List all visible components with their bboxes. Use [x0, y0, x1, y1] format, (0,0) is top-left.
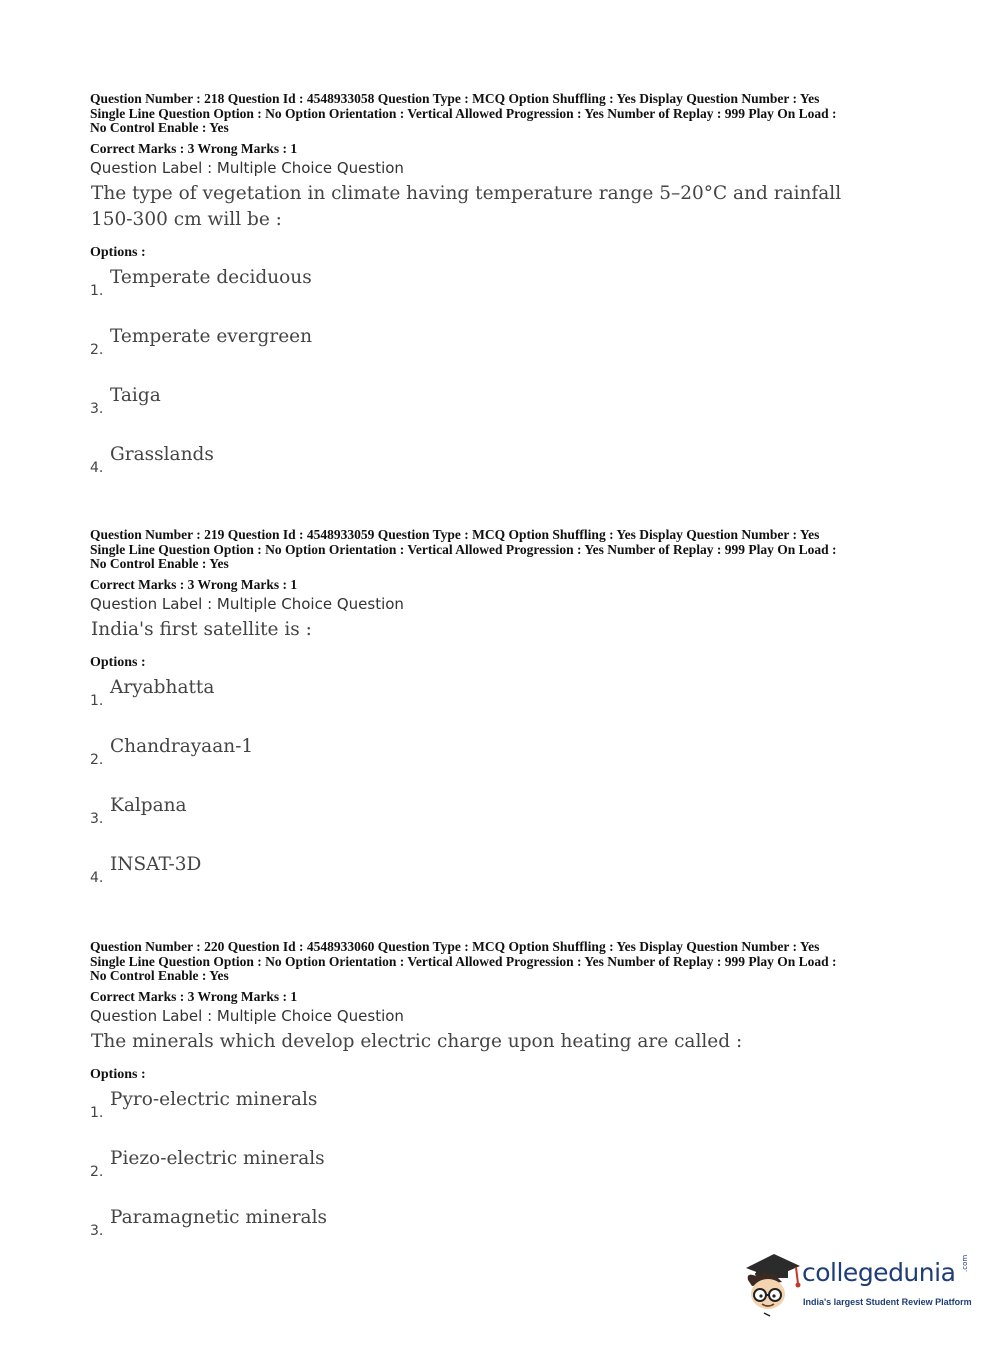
question-text: The type of vegetation in climate having temperature range 5–20°C and rainfall 150-300 cm will be :	[91, 182, 842, 230]
option-number: 3.	[90, 810, 104, 827]
option-2	[90, 1142, 920, 1201]
options-list	[90, 671, 920, 907]
question-block-219	[90, 528, 920, 907]
logo-tagline: India's largest Student Review Platform	[803, 1297, 972, 1307]
option-text: Paramagnetic minerals	[110, 1206, 327, 1228]
question-meta: Question Number : 218 Question Id : 4548933058 Question Type : MCQ Option Shuffling : Yes Display Question Number : Yes Single Line Question Option : No Option Orientation : Vertical Allowed Progression : Yes Number of Replay : 999 Play On Load : No Control Enable : Yes	[90, 91, 837, 135]
options-list	[90, 1083, 920, 1260]
option-number: 1.	[90, 692, 104, 709]
option-number: 2.	[90, 751, 104, 768]
option-number: 3.	[90, 400, 104, 417]
mascot-icon	[742, 1250, 802, 1320]
question-block-218	[90, 92, 920, 497]
logo-wordmark: collegedunia	[802, 1258, 956, 1287]
option-2	[90, 730, 920, 789]
option-text: Grasslands	[110, 443, 214, 465]
question-text: India's first satellite is :	[91, 618, 312, 640]
question-marks: Correct Marks : 3 Wrong Marks : 1	[90, 988, 298, 1004]
option-4	[90, 438, 920, 497]
option-1	[90, 1083, 920, 1142]
question-marks: Correct Marks : 3 Wrong Marks : 1	[90, 576, 298, 592]
option-text: Taiga	[110, 384, 161, 406]
logo-suffix: .com	[961, 1254, 969, 1272]
option-text: Temperate deciduous	[110, 266, 312, 288]
option-2	[90, 320, 920, 379]
option-number: 4.	[90, 459, 104, 476]
option-1	[90, 671, 920, 730]
question-marks: Correct Marks : 3 Wrong Marks : 1	[90, 140, 298, 156]
option-3	[90, 379, 920, 438]
collegedunia-logo	[742, 1250, 972, 1320]
option-text: Pyro-electric minerals	[110, 1088, 318, 1110]
option-3	[90, 789, 920, 848]
options-title: Options :	[90, 244, 146, 260]
option-number: 3.	[90, 1222, 104, 1239]
option-text: INSAT-3D	[110, 853, 202, 875]
question-label: Question Label : Multiple Choice Question	[90, 158, 404, 177]
question-meta: Question Number : 220 Question Id : 4548933060 Question Type : MCQ Option Shuffling : Yes Display Question Number : Yes Single Line Question Option : No Option Orientation : Vertical Allowed Progression : Yes Number of Replay : 999 Play On Load : No Control Enable : Yes	[90, 939, 837, 983]
options-list	[90, 261, 920, 497]
option-number: 1.	[90, 282, 104, 299]
options-title: Options :	[90, 1066, 146, 1082]
option-4	[90, 848, 920, 907]
option-number: 2.	[90, 1163, 104, 1180]
option-text: Temperate evergreen	[110, 325, 313, 347]
options-title: Options :	[90, 654, 146, 670]
option-number: 1.	[90, 1104, 104, 1121]
option-number: 4.	[90, 869, 104, 886]
question-label: Question Label : Multiple Choice Question	[90, 1006, 404, 1025]
option-text: Piezo-electric minerals	[110, 1147, 325, 1169]
question-block-220	[90, 940, 920, 1260]
question-meta: Question Number : 219 Question Id : 4548933059 Question Type : MCQ Option Shuffling : Yes Display Question Number : Yes Single Line Question Option : No Option Orientation : Vertical Allowed Progression : Yes Number of Replay : 999 Play On Load : No Control Enable : Yes	[90, 527, 837, 571]
question-label: Question Label : Multiple Choice Question	[90, 594, 404, 613]
option-text: Kalpana	[110, 794, 187, 816]
option-number: 2.	[90, 341, 104, 358]
option-text: Chandrayaan-1	[110, 735, 254, 757]
option-text: Aryabhatta	[110, 676, 215, 698]
option-1	[90, 261, 920, 320]
question-text: The minerals which develop electric charge upon heating are called :	[91, 1030, 743, 1052]
